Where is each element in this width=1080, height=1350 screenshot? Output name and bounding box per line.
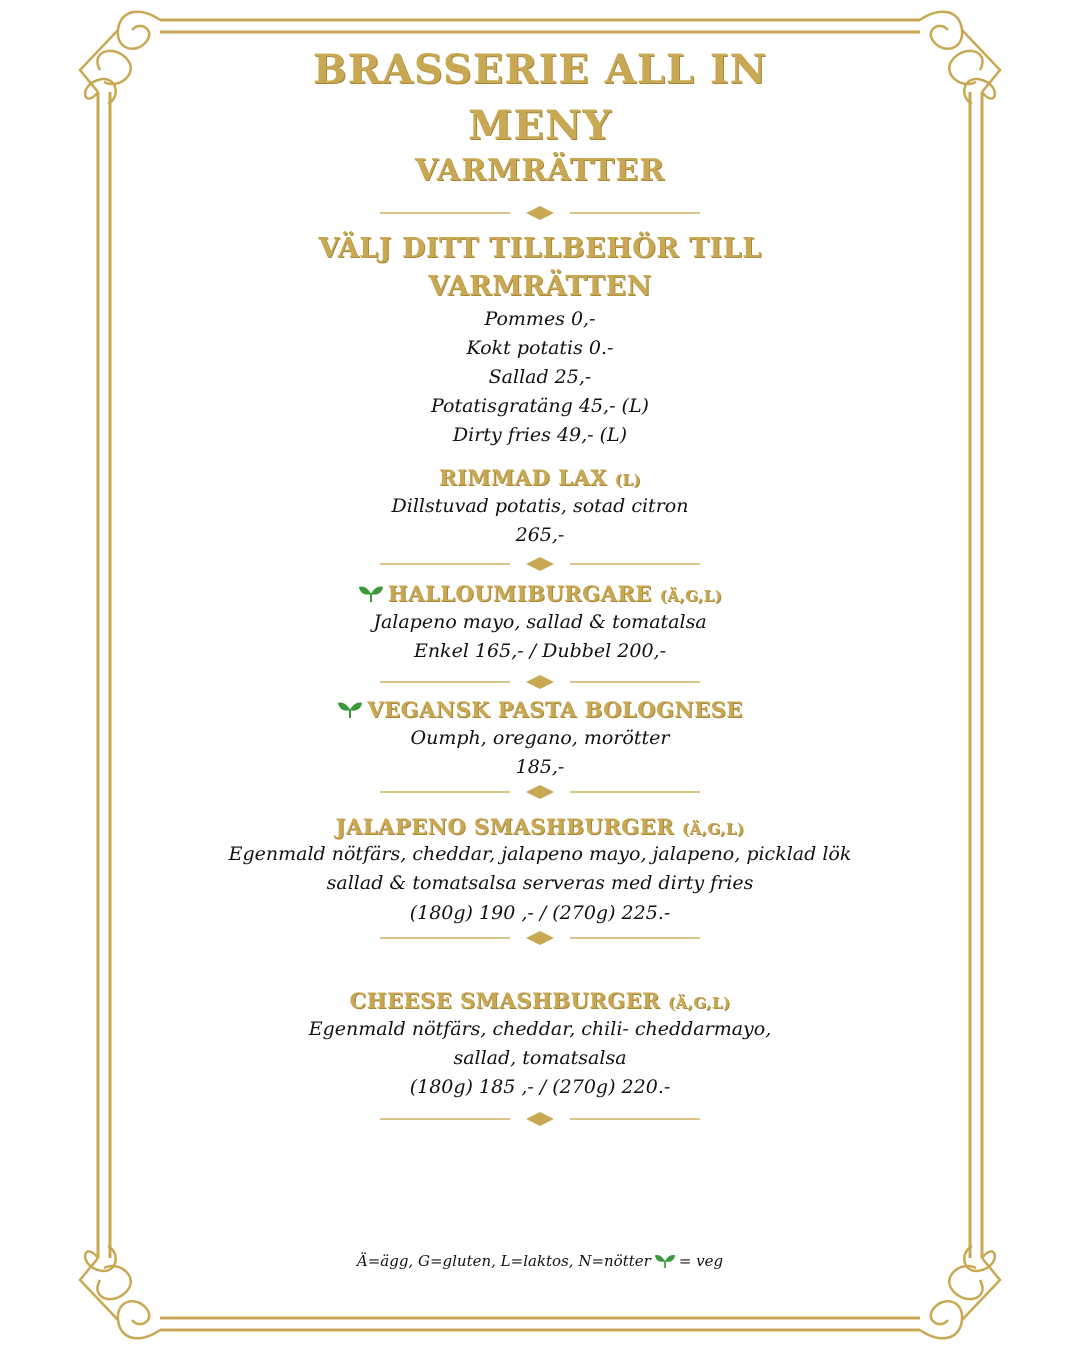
restaurant-title xyxy=(160,42,920,154)
dish-name: CHEESE SMASHBURGER xyxy=(349,988,661,1013)
title-line-1: BRASSERIE ALL IN xyxy=(312,46,768,93)
dish-description: Jalapeno mayo, sallad & tomatalsa xyxy=(373,611,707,633)
divider-ornament xyxy=(380,556,700,572)
side-item: Dirty fries 49,- (L) xyxy=(452,424,628,446)
dish-allergens: (L) xyxy=(614,471,641,489)
menu-subtitle: VARMRÄTTER xyxy=(414,153,666,188)
dish-description: Dillstuvad potatis, sotad citron xyxy=(391,495,689,517)
divider-ornament xyxy=(380,930,700,946)
dish-description: Egenmald nötfärs, cheddar, chili- cheddarmayo, xyxy=(308,1018,772,1040)
dish-name: RIMMAD LAX xyxy=(439,465,607,490)
corner-ornament-bottom-left xyxy=(80,1246,160,1338)
divider-ornament xyxy=(380,784,700,800)
dish-heading xyxy=(160,464,920,494)
sides-heading-line-1: VÄLJ DITT TILLBEHÖR TILL xyxy=(318,233,762,264)
divider-ornament xyxy=(380,205,700,221)
divider-ornament xyxy=(380,1111,700,1127)
dish-name: HALLOUMIBURGARE xyxy=(387,581,652,606)
dish-allergens: (Ä,G,L) xyxy=(667,994,731,1012)
dish-allergens: (Ä,G,L) xyxy=(681,820,745,838)
legend-text: Ä=ägg, G=gluten, L=laktos, N=nötter xyxy=(356,1252,651,1270)
sides-heading xyxy=(160,230,920,306)
dish-description: sallad, tomatsalsa xyxy=(453,1047,627,1069)
dish-price: (180g) 185 ,- / (270g) 220.- xyxy=(409,1076,671,1098)
divider-ornament xyxy=(380,674,700,690)
dish-description: Egenmald nötfärs, cheddar, jalapeno mayo, jalapeno, picklad lök xyxy=(228,843,852,865)
corner-ornament-top-left xyxy=(80,12,160,104)
leaf-icon xyxy=(358,583,384,603)
dish-description: sallad & tomatsalsa serveras med dirty fries xyxy=(326,872,754,894)
dish-heading xyxy=(160,813,920,843)
corner-ornament-top-right xyxy=(920,12,1000,104)
side-item: Sallad 25,- xyxy=(488,366,592,388)
dish-price: Enkel 165,- / Dubbel 200,- xyxy=(413,640,667,662)
dish-heading xyxy=(160,696,920,724)
dish-price: (180g) 190 ,- / (270g) 225.- xyxy=(409,902,671,924)
dish-name: VEGANSK PASTA BOLOGNESE xyxy=(367,697,743,722)
leaf-icon xyxy=(337,699,363,719)
dish-name: JALAPENO SMASHBURGER xyxy=(335,814,675,839)
corner-ornament-bottom-right xyxy=(920,1246,1000,1338)
side-item: Potatisgratäng 45,- (L) xyxy=(431,395,649,417)
legend-veg-text: = veg xyxy=(678,1252,724,1270)
dish-heading xyxy=(160,987,920,1017)
side-item: Kokt potatis 0.- xyxy=(466,337,614,359)
allergen-legend xyxy=(160,1250,920,1272)
leaf-icon xyxy=(654,1252,676,1269)
dish-price: 265,- xyxy=(515,524,565,546)
dish-price: 185,- xyxy=(515,756,565,778)
dish-description: Oumph, oregano, morötter xyxy=(410,727,670,749)
dish-allergens: (Ä,G,L) xyxy=(659,587,723,605)
title-line-2: MENY xyxy=(468,102,612,149)
dish-heading xyxy=(160,580,920,610)
sides-heading-line-2: VARMRÄTTEN xyxy=(428,271,652,302)
side-item: Pommes 0,- xyxy=(484,308,596,330)
